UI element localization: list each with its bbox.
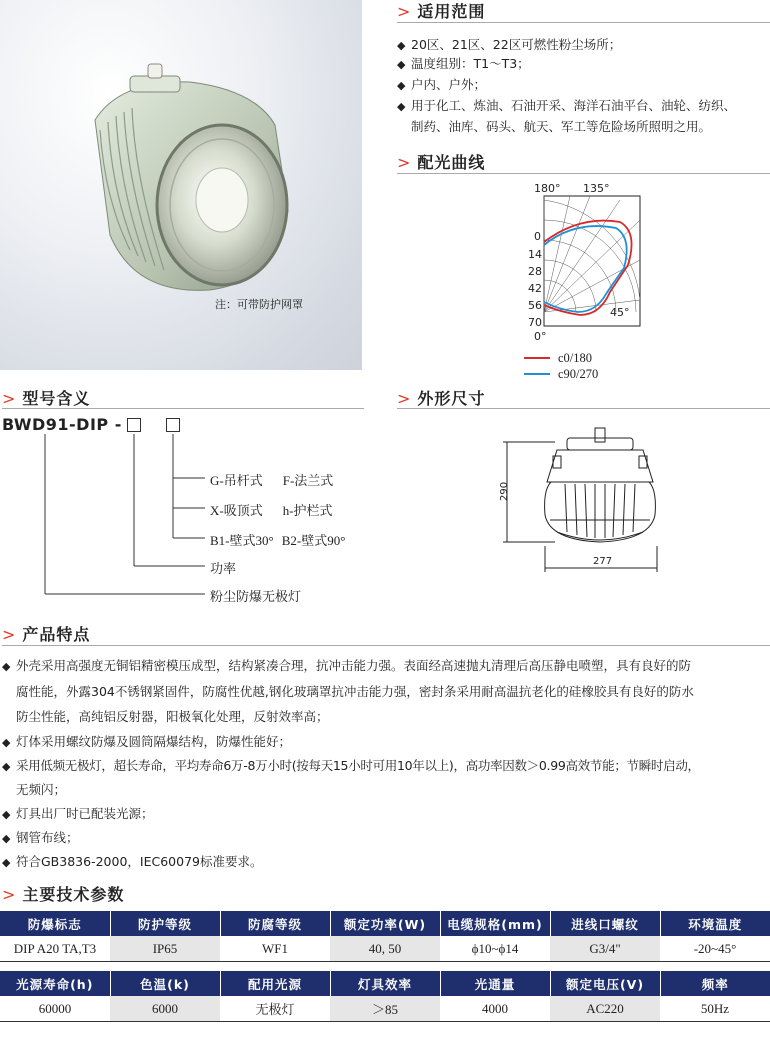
spec-header: 防爆标志 (0, 911, 110, 936)
spec-value: AC220 (550, 996, 660, 1022)
mount-option-row: X-吸顶式 h-护栏式 (210, 503, 333, 518)
radial-label: 28 (528, 265, 542, 278)
power-label: 功率 (210, 562, 237, 577)
spec-table-2 (0, 971, 770, 1022)
application-item: 制药、油库、码头、航天、军工等危险场所照明之用。 (411, 119, 712, 134)
name-label: 粉尘防爆无极灯 (210, 590, 302, 605)
spec-header-row (0, 911, 770, 936)
mount-option-row: B1-壁式30° B2-壁式90° (210, 533, 346, 548)
applications-title: > 适用范围 (397, 2, 486, 21)
photometric-title: > 配光曲线 (397, 153, 486, 172)
spec-value-row (0, 996, 770, 1022)
radial-label: 14 (528, 248, 542, 261)
spec-header: 光源寿命(h) (0, 971, 110, 996)
model-connector-lines (0, 430, 210, 600)
spec-header: 频率 (660, 971, 770, 996)
radial-label: 42 (528, 282, 542, 295)
feature-line: ◆ 符合GB3836-2000，IEC60079标准要求。 (2, 854, 263, 869)
spec-header: 配用光源 (220, 971, 330, 996)
angle-label-180: 180° (534, 182, 561, 195)
feature-line: 无频闪； (16, 782, 67, 797)
application-item: ◆ 20区、21区、22区可燃性粉尘场所； (397, 37, 622, 52)
angle-label-45: 45° (610, 306, 630, 319)
spec-value-row (0, 936, 770, 962)
application-item: ◆ 用于化工、炼油、石油开采、海洋石油平台、油轮、纺织、 (397, 98, 737, 113)
legend-c0: c0/180 (558, 351, 593, 365)
feature-line: ◆ 灯体采用螺纹防爆及圆筒隔爆结构，防爆性能好； (2, 734, 292, 749)
spec-value: 无极灯 (255, 1002, 295, 1017)
feature-line: 防尘性能，高纯铝反射器，阳极氧化处理，反射效率高； (16, 709, 329, 724)
divider (397, 408, 770, 409)
spec-value: WF1 (262, 940, 288, 956)
legend-c90: c90/270 (558, 367, 599, 381)
spec-header: 进线口螺纹 (550, 911, 660, 936)
radial-label: 0 (534, 230, 541, 243)
dimensions-title: > 外形尺寸 (397, 389, 486, 408)
product-photo (0, 0, 362, 370)
spec-value: IP65 (110, 936, 220, 962)
spec-header: 电缆规格(mm) (440, 911, 550, 936)
model-code: BWD91-DIP - (2, 415, 122, 434)
spec-header: 光通量 (440, 971, 550, 996)
specs-title: > 主要技术参数 (2, 885, 125, 904)
spec-value: ＞85 (330, 996, 440, 1022)
spec-value: ϕ10~ϕ14 (471, 940, 519, 956)
spec-value: -20~45° (693, 940, 737, 956)
radial-label: 56 (528, 299, 542, 312)
spec-header: 灯具效率 (330, 971, 440, 996)
spec-value: G3/4" (550, 936, 660, 962)
application-item: ◆ 温度组别：T1～T3； (397, 56, 530, 71)
mount-option-row: G-吊杆式 F-法兰式 (210, 473, 334, 488)
height-dimension: 290 (499, 481, 510, 501)
feature-line: 腐性能，外露304不锈钢紧固件，防腐性优越,钢化玻璃罩抗冲击能力强，密封条采用耐高温抗老化的硅橡胶具有良好的防水 (16, 684, 694, 699)
spec-value: 4000 (482, 1000, 508, 1016)
divider (2, 645, 770, 646)
features-title: > 产品特点 (2, 625, 91, 644)
dimension-drawing (495, 420, 685, 585)
divider (397, 22, 770, 23)
spec-value: 60000 (38, 1000, 72, 1016)
spec-table-1 (0, 911, 770, 962)
spec-value: 50Hz (700, 1000, 730, 1016)
angle-label-135: 135° (583, 182, 610, 195)
lamp-illustration (0, 0, 362, 370)
divider (397, 173, 770, 174)
spec-header-row (0, 971, 770, 996)
feature-line: ◆ 采用低频无极灯，超长寿命，平均寿命6万-8万小时(按每天15小时可用10年以上)，高功率因数＞0.99高效节能；节瞬时启动， (2, 758, 700, 773)
spec-header: 色温(k) (110, 971, 220, 996)
feature-line: ◆ 外壳采用高强度无铜铝精密模压成型，结构紧凑合理，抗冲击能力强。表面经高速抛丸清理后高压静电喷塑，具有良好的防 (2, 658, 692, 673)
spec-header: 防腐等级 (220, 911, 330, 936)
feature-line: ◆ 钢管布线； (2, 830, 79, 845)
spec-header: 防护等级 (110, 911, 220, 936)
feature-line: ◆ 灯具出厂时已配装光源； (2, 806, 154, 821)
light-distribution-diagram (520, 180, 670, 385)
bottom-angle-label: 0° (534, 330, 547, 343)
model-title: > 型号含义 (2, 389, 91, 408)
spec-value: 40, 50 (330, 936, 440, 962)
width-dimension: 277 (593, 556, 613, 567)
spec-value: DIP A20 TA,T3 (13, 940, 97, 956)
radial-label: 70 (528, 316, 542, 329)
spec-header: 额定电压(V) (550, 971, 660, 996)
divider (2, 408, 364, 409)
spec-value: 6000 (110, 996, 220, 1022)
spec-header: 环境温度 (660, 911, 770, 936)
spec-header: 额定功率(W) (330, 911, 440, 936)
photo-note: 注：可带防护网罩 (215, 298, 303, 311)
application-item: ◆ 户内、户外； (397, 77, 487, 92)
